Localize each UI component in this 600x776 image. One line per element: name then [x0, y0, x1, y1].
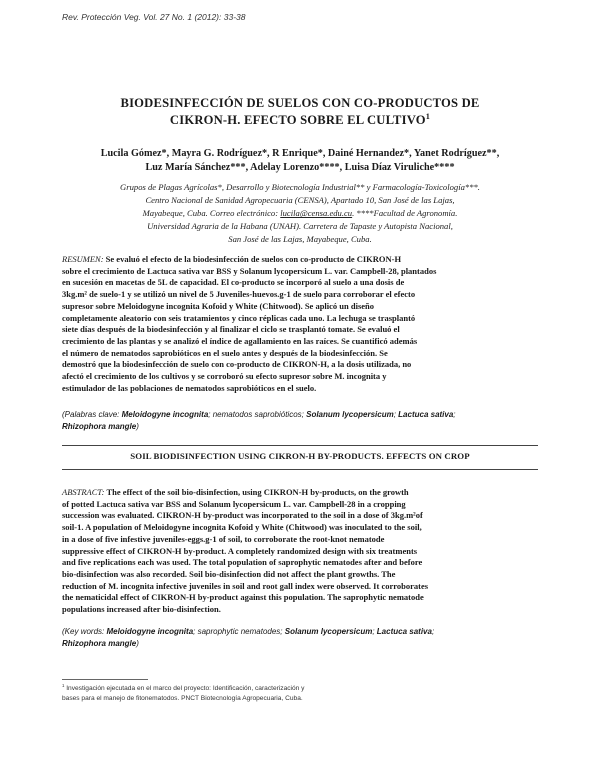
abstract-label: ABSTRACT: — [62, 487, 105, 497]
resumen-line: supresor sobre Meloidogyne incognita Kofoid y White (Chitwood). Se aplicó un diseño — [62, 300, 375, 311]
resumen-line: 3kg.m² de suelo-1 y se utilizó un nivel de 5 Juveniles-huevos.g-1 de suelo para corroborar el efecto — [62, 289, 416, 300]
title-line-2 — [60, 112, 540, 129]
keywords-en — [62, 626, 538, 649]
keywords-es-close: ) — [136, 421, 139, 431]
keyword: Lactuca sativa — [398, 410, 454, 419]
divider-bottom — [62, 469, 538, 470]
resumen-line-text: Se evaluó el efecto de la biodesinfección de suelos con co-producto de CIKRON-H — [105, 254, 402, 264]
affiliation-line-5: San José de las Lajas, Mayabeque, Cuba. — [228, 234, 372, 245]
abstract-line: reduction of M. incognita infective juveniles in soil and root gall index were observed. It corroborates — [62, 580, 429, 591]
keyword-sep: ; — [431, 627, 435, 636]
paper-title — [60, 95, 540, 129]
footnote-mark: 1 — [62, 682, 65, 688]
abstract-line — [62, 487, 538, 499]
keyword-sep: ; — [393, 410, 399, 419]
keyword-sep: ; nematodos saprobióticos; — [208, 410, 307, 419]
abstract-line: soil-1. A population of Meloidogyne incognita Kofoid y White (Chitwood) was inoculated to the soil, — [62, 522, 422, 533]
keyword: Meloidogyne incognita — [121, 410, 209, 419]
affiliations — [60, 181, 540, 246]
resumen-block — [62, 254, 538, 394]
resumen-line: completamente aleatorio con seis tratamientos y cinco réplicas cada uno. La lechuga se trasplantó — [62, 312, 416, 323]
footnote-text-1: Investigación ejecutada en el marco del proyecto: Identificación, caracterización y — [64, 685, 305, 692]
affiliation-line-3-prefix: Mayabeque, Cuba. Correo electrónico: — [142, 208, 281, 219]
footnote-line-2: bases para el manejo de fitonematodos. PNCT Biotecnología Agropecuaria, Cuba. — [62, 695, 303, 702]
keyword-sep: ; — [453, 410, 456, 419]
abstract-line: and five replications each was used. The total population of saprophytic nematodes after and before — [62, 557, 423, 568]
affiliation-line-3-suffix: . ****Facultad de Agronomía. — [352, 208, 458, 219]
resumen-line: demostró que la biodesinfección de suelo con co-producto de CIKRON-H, a la dosis utilizada, no — [62, 359, 412, 370]
author-list — [60, 147, 540, 175]
keyword: Solanum lycopersicum — [306, 410, 394, 419]
affiliation-line-1: Grupos de Plagas Agrícolas*, Desarrollo y Biotecnología Industrial** y Farmacología-Toxicología***. — [120, 182, 480, 192]
abstract-line: of potted Lactuca sativa var BSS and Solanum lycopersicum L. var. Campbell-28 in a cropping — [62, 498, 406, 509]
keywords-en-close: ) — [136, 638, 139, 648]
resumen-line: crecimiento de las plantas y se analizó el índice de agallamiento en las raíces. Se cuantificó además — [62, 335, 418, 346]
footnote-line-1 — [62, 684, 522, 694]
english-title: SOIL BIODISINFECTION USING CIKRON-H BY-PRODUCTS. EFFECTS ON CROP — [130, 451, 470, 461]
abstract-line: the nematicidal effect of CIKRON-H by-product against this population. The saprophytic nematode — [62, 592, 424, 603]
keywords-es — [62, 409, 538, 432]
abstract-line: suppressive effect of CIKRON-H by-product. A completely randomized design with six treatments — [62, 545, 418, 556]
abstract-line: in a dose of five infestive juveniles-eggs.g-1 of soil, to corroborate the root-knot nematode — [62, 533, 385, 544]
keyword: Rhizophora mangle — [62, 638, 137, 648]
resumen-line: sobre el crecimiento de Lactuca sativa var BSS y Solanum lycopersicum L. var. Campbell-28, plantados — [62, 265, 437, 276]
resumen-label: RESUMEN: — [62, 254, 104, 264]
resumen-line: estimulador de las poblaciones de nematodos saprobióticos en el suelo. — [62, 382, 317, 393]
resumen-line — [62, 254, 538, 266]
keywords-en-open: (Key words: — [62, 627, 107, 636]
resumen-line: siete días después de la biodesinfección y al finalizar el ciclo se trasplantó tomate. Se evaluó el — [62, 324, 400, 335]
title-footnote-mark: 1 — [425, 111, 431, 121]
authors-line-2: Luz María Sánchez***, Adelay Lorenzo****, Luisa Díaz Viruliche**** — [145, 162, 455, 173]
keywords-es-open: (Palabras clave: — [62, 410, 122, 419]
journal-citation: Rev. Protección Veg. Vol. 27 No. 1 (2012): 33-38 — [62, 12, 246, 22]
abstract-line: bio-disinfection was also recorded. Soil bio-disinfection did not affect the plant growths. The — [62, 568, 396, 579]
abstract-line: succession was evaluated. CIKRON-H by-product was incorporated to the soil in a dose of 3kg.m²of — [62, 510, 423, 521]
authors-line-1: Lucila Gómez*, Mayra G. Rodríguez*, R Enrique*, Dainé Hernandez*, Yanet Rodríguez**, — [100, 148, 500, 159]
keyword: Lactuca sativa — [376, 627, 432, 636]
footnote-divider — [62, 679, 148, 680]
email-link[interactable]: lucila@censa.edu.cu — [280, 208, 353, 219]
affiliation-line-4: Universidad Agraria de la Habana (UNAH). Carretera de Tapaste y Autopista Nacional, — [147, 221, 453, 232]
abstract-block — [62, 487, 538, 616]
title-line-1: BIODESINFECCIÓN DE SUELOS CON CO-PRODUCTOS DE — [120, 96, 480, 110]
affiliation-line-3 — [60, 207, 540, 220]
resumen-line: afectó el crecimiento de los cultivos y se corroboró su efecto supresor sobre M. incognita y — [62, 371, 387, 382]
keyword: Meloidogyne incognita — [106, 627, 194, 636]
footnote — [62, 684, 522, 704]
abstract-line-text: The effect of the soil bio-disinfection, using CIKRON-H by-products, on the growth — [106, 487, 409, 497]
keyword: Rhizophora mangle — [62, 421, 137, 431]
divider-top — [62, 445, 538, 446]
keyword-sep: ; — [372, 627, 377, 636]
keyword: Solanum lycopersicum — [284, 627, 373, 636]
resumen-line: el número de nematodos saprobióticos en el suelo antes y después de la biodesinfección. Se — [62, 347, 388, 358]
abstract-line: populations increased after bio-disinfection. — [62, 604, 221, 615]
affiliation-line-2: Centro Nacional de Sanidad Agropecuaria (CENSA), Apartado 10, San José de las Lajas, — [145, 195, 455, 206]
resumen-line: en sucesión en macetas de 5L de capacidad. El co-producto se incorporó al suelo a una dosis de — [62, 277, 405, 288]
title-line-2-text: CIKRON-H. EFECTO SOBRE EL CULTIVO — [169, 113, 426, 127]
keyword-sep: ; saprophytic nematodes; — [193, 627, 285, 636]
